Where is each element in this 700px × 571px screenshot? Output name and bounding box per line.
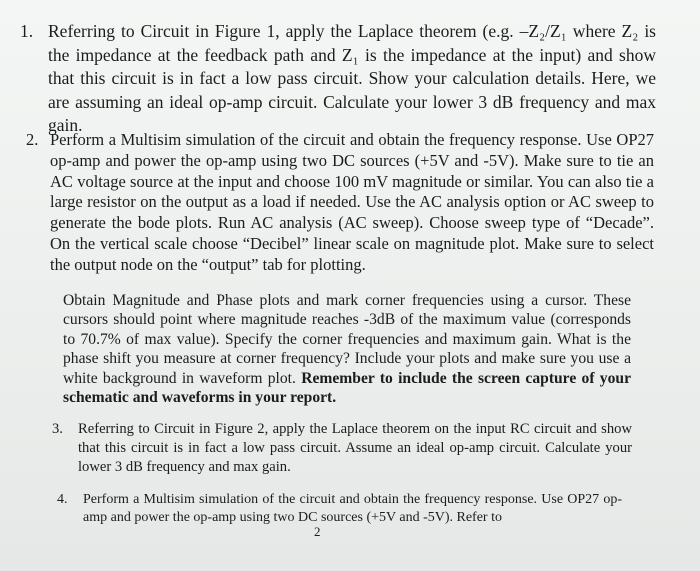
question-2-instructions: Obtain Magnitude and Phase plots and mark corner frequencies using a cursor. These cursors should point where magnitude reaches -3dB of the maximum value (corresponds to 70.7% of max value). Specify the corner frequencies and maximum gain. What is the phase shift you measure at corner frequency? Include your plots and make sure you use a white background in waveform plot. (63, 292, 631, 387)
question-4-number: 4. (57, 492, 68, 507)
question-3-number: 3. (52, 421, 63, 437)
question-2 (26, 130, 656, 276)
question-2-paragraph-2-text (63, 291, 631, 407)
question-3 (52, 420, 632, 476)
question-4-text: Perform a Multisim simulation of the circuit and obtain the frequency response. Use OP27 op-amp and power the op-amp using two DC sources (+5V and -5V). Refer to (83, 492, 622, 525)
question-3-text: Referring to Circuit in Figure 2, apply the Laplace theorem on the input RC circuit and show that this circuit is in fact a low pass circuit. Assume an ideal op-amp circuit. Calculate your lower 3 dB frequency and max gain. (78, 421, 632, 475)
question-2-reminder: Remember to include the screen capture of your schematic and waveforms in your report. (63, 369, 631, 407)
page-number: 2 (314, 524, 321, 539)
question-2-paragraph-2 (63, 291, 631, 407)
question-1 (20, 20, 656, 138)
question-4 (57, 491, 622, 527)
question-1-text: Referring to Circuit in Figure 1, apply the Laplace theorem (e.g. –Z₂/Z₁ where Z₂ is the impedance at the feedback path and Z₁ is the impedance at the input) and show that this circuit is in fact a low pass circuit. Show your calculation details. Here, we are assuming an ideal op-amp circuit. Calculate your lower 3 dB frequency and max gain. (48, 21, 656, 135)
question-2-number: 2. (26, 130, 39, 149)
question-2-text: Perform a Multisim simulation of the circuit and obtain the frequency response. Use OP27 op-amp and power the op-amp using two DC sources (+5V and -5V). Make sure to tie an AC voltage source at the input and choose 100 mV magnitude or similar. You can also tie a large resistor on the output as a load if needed. Use the AC analysis option or AC sweep to generate the bode plots. Run AC analysis (AC sweep). Choose sweep type of “Decade”. On the vertical scale choose “Decibel” linear scale on magnitude plot. Make sure to select the output node on the “output” tab for plotting. (50, 130, 654, 274)
question-1-number: 1. (20, 21, 34, 41)
